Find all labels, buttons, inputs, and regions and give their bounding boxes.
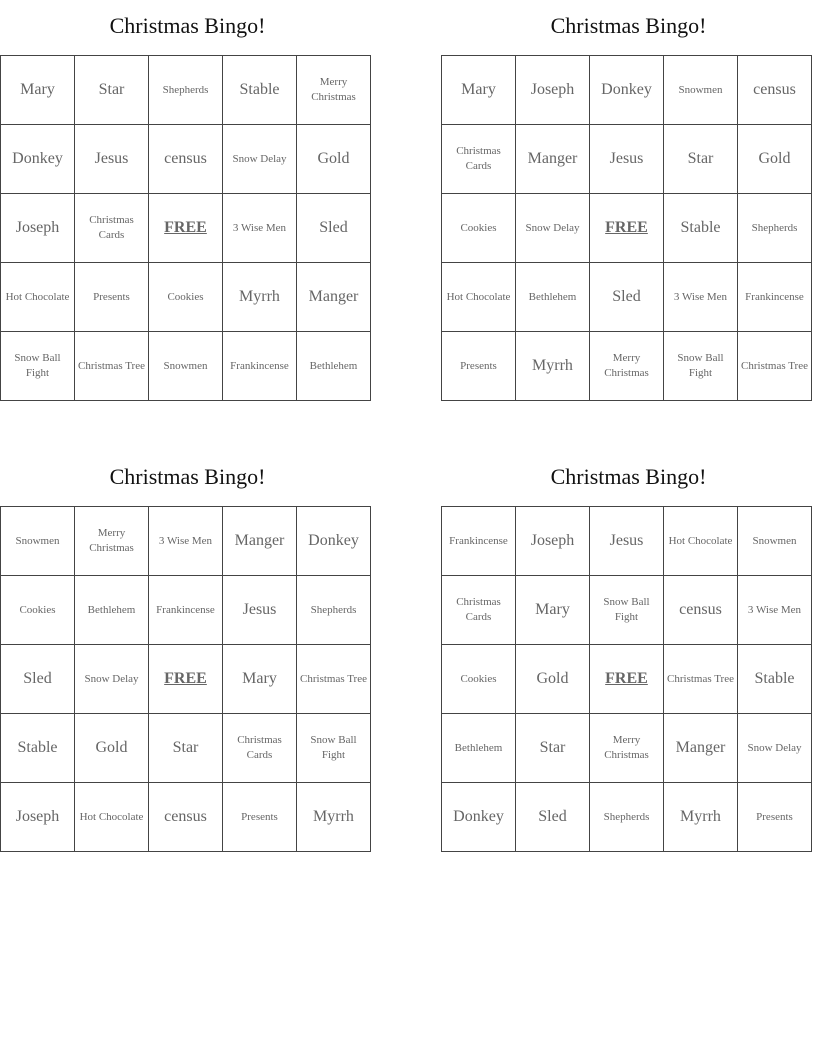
bingo-cell: Bethlehem [516,263,590,332]
bingo-cell: Manger [223,507,297,576]
grid-row [442,263,812,332]
bingo-cell: Myrrh [516,332,590,401]
bingo-cell: Bethlehem [442,714,516,783]
bingo-cell: Joseph [516,507,590,576]
bingo-cell: Presents [738,783,812,852]
bingo-cell: Hot Chocolate [442,263,516,332]
grid-row [1,576,371,645]
bingo-cell: Snow Ball Fight [664,332,738,401]
bingo-cell: Merry Christmas [590,714,664,783]
bingo-cell: Donkey [1,125,75,194]
bingo-cell: Manger [516,125,590,194]
bingo-cell: Frankincense [442,507,516,576]
bingo-cell: Bethlehem [75,576,149,645]
bingo-cell: Snowmen [1,507,75,576]
bingo-cell: Star [149,714,223,783]
bingo-cell: 3 Wise Men [664,263,738,332]
bingo-cell: Hot Chocolate [664,507,738,576]
free-space: FREE [149,194,223,263]
bingo-cell: Myrrh [297,783,371,852]
bingo-cell: Frankincense [149,576,223,645]
card-title: Christmas Bingo! [109,13,266,38]
grid-row [1,125,371,194]
bingo-cell: Snowmen [149,332,223,401]
bingo-cell: Christmas Tree [738,332,812,401]
bingo-cell: Frankincense [223,332,297,401]
bingo-cell: census [149,125,223,194]
bingo-cell: Merry Christmas [297,56,371,125]
bingo-cell: Mary [442,56,516,125]
bingo-cell: Gold [738,125,812,194]
grid-row [1,714,371,783]
bingo-cell: Snow Delay [738,714,812,783]
bingo-cell: Christmas Cards [442,125,516,194]
grid-row [442,576,812,645]
bingo-cell: Bethlehem [297,332,371,401]
free-space: FREE [149,645,223,714]
bingo-cell: Star [75,56,149,125]
bingo-cell: census [738,56,812,125]
grid-row [442,125,812,194]
bingo-cell: Christmas Cards [75,194,149,263]
card-title: Christmas Bingo! [550,464,707,489]
bingo-cell: Stable [664,194,738,263]
bingo-cell: Mary [516,576,590,645]
bingo-cell: 3 Wise Men [738,576,812,645]
grid-row [442,645,812,714]
bingo-cell: Donkey [297,507,371,576]
grid-row [1,783,371,852]
bingo-cell: Jesus [75,125,149,194]
bingo-cell: Merry Christmas [75,507,149,576]
bingo-cell: Star [516,714,590,783]
bingo-cell: Shepherds [590,783,664,852]
bingo-cell: Merry Christmas [590,332,664,401]
bingo-cell: Cookies [149,263,223,332]
card-title: Christmas Bingo! [550,13,707,38]
bingo-cell: Stable [223,56,297,125]
bingo-cell: Gold [297,125,371,194]
bingo-cell: Joseph [516,56,590,125]
bingo-cell: Jesus [590,507,664,576]
bingo-cell: Snow Delay [75,645,149,714]
bingo-grid [441,55,812,401]
bingo-cell: Presents [223,783,297,852]
bingo-cell: Snow Ball Fight [297,714,371,783]
grid-row [1,194,371,263]
grid-row [442,194,812,263]
bingo-cell: Presents [442,332,516,401]
grid-row [442,56,812,125]
bingo-cell: Shepherds [149,56,223,125]
bingo-cell: Gold [516,645,590,714]
bingo-cell: Christmas Cards [442,576,516,645]
bingo-cell: Jesus [223,576,297,645]
bingo-cell: Hot Chocolate [75,783,149,852]
bingo-cell: census [664,576,738,645]
grid-row [1,56,371,125]
bingo-cell: Manger [297,263,371,332]
bingo-cell: Shepherds [738,194,812,263]
bingo-cell: 3 Wise Men [223,194,297,263]
bingo-cell: Snow Ball Fight [1,332,75,401]
free-space: FREE [590,194,664,263]
bingo-cell: Stable [1,714,75,783]
card-title: Christmas Bingo! [109,464,266,489]
bingo-cell: Snowmen [738,507,812,576]
bingo-cell: Donkey [442,783,516,852]
grid-row [442,783,812,852]
grid-row [1,507,371,576]
bingo-cell: Joseph [1,194,75,263]
free-space: FREE [590,645,664,714]
bingo-cell: Manger [664,714,738,783]
bingo-cell: Myrrh [664,783,738,852]
bingo-cell: Cookies [1,576,75,645]
bingo-cell: Sled [590,263,664,332]
grid-row [1,263,371,332]
bingo-grid [0,55,371,401]
bingo-cell: Cookies [442,645,516,714]
bingo-cell: Hot Chocolate [1,263,75,332]
bingo-cell: Sled [1,645,75,714]
bingo-cell: Christmas Tree [664,645,738,714]
bingo-cell: Gold [75,714,149,783]
bingo-cell: Sled [297,194,371,263]
bingo-cell: census [149,783,223,852]
bingo-cell: Snow Delay [223,125,297,194]
grid-row [1,645,371,714]
bingo-cell: Joseph [1,783,75,852]
bingo-cell: Shepherds [297,576,371,645]
grid-row [1,332,371,401]
bingo-cell: Christmas Tree [297,645,371,714]
bingo-cell: Snow Ball Fight [590,576,664,645]
bingo-cell: Mary [223,645,297,714]
grid-row [442,507,812,576]
bingo-cell: Jesus [590,125,664,194]
bingo-cell: Snowmen [664,56,738,125]
bingo-cell: Christmas Cards [223,714,297,783]
bingo-cell: Snow Delay [516,194,590,263]
grid-row [442,714,812,783]
bingo-cell: Frankincense [738,263,812,332]
bingo-cell: Mary [1,56,75,125]
bingo-cell: 3 Wise Men [149,507,223,576]
grid-row [442,332,812,401]
bingo-cell: Stable [738,645,812,714]
bingo-cell: Sled [516,783,590,852]
bingo-cell: Donkey [590,56,664,125]
bingo-cell: Cookies [442,194,516,263]
bingo-grid [441,506,812,852]
bingo-grid [0,506,371,852]
bingo-cell: Star [664,125,738,194]
bingo-cell: Presents [75,263,149,332]
bingo-cell: Christmas Tree [75,332,149,401]
bingo-cell: Myrrh [223,263,297,332]
